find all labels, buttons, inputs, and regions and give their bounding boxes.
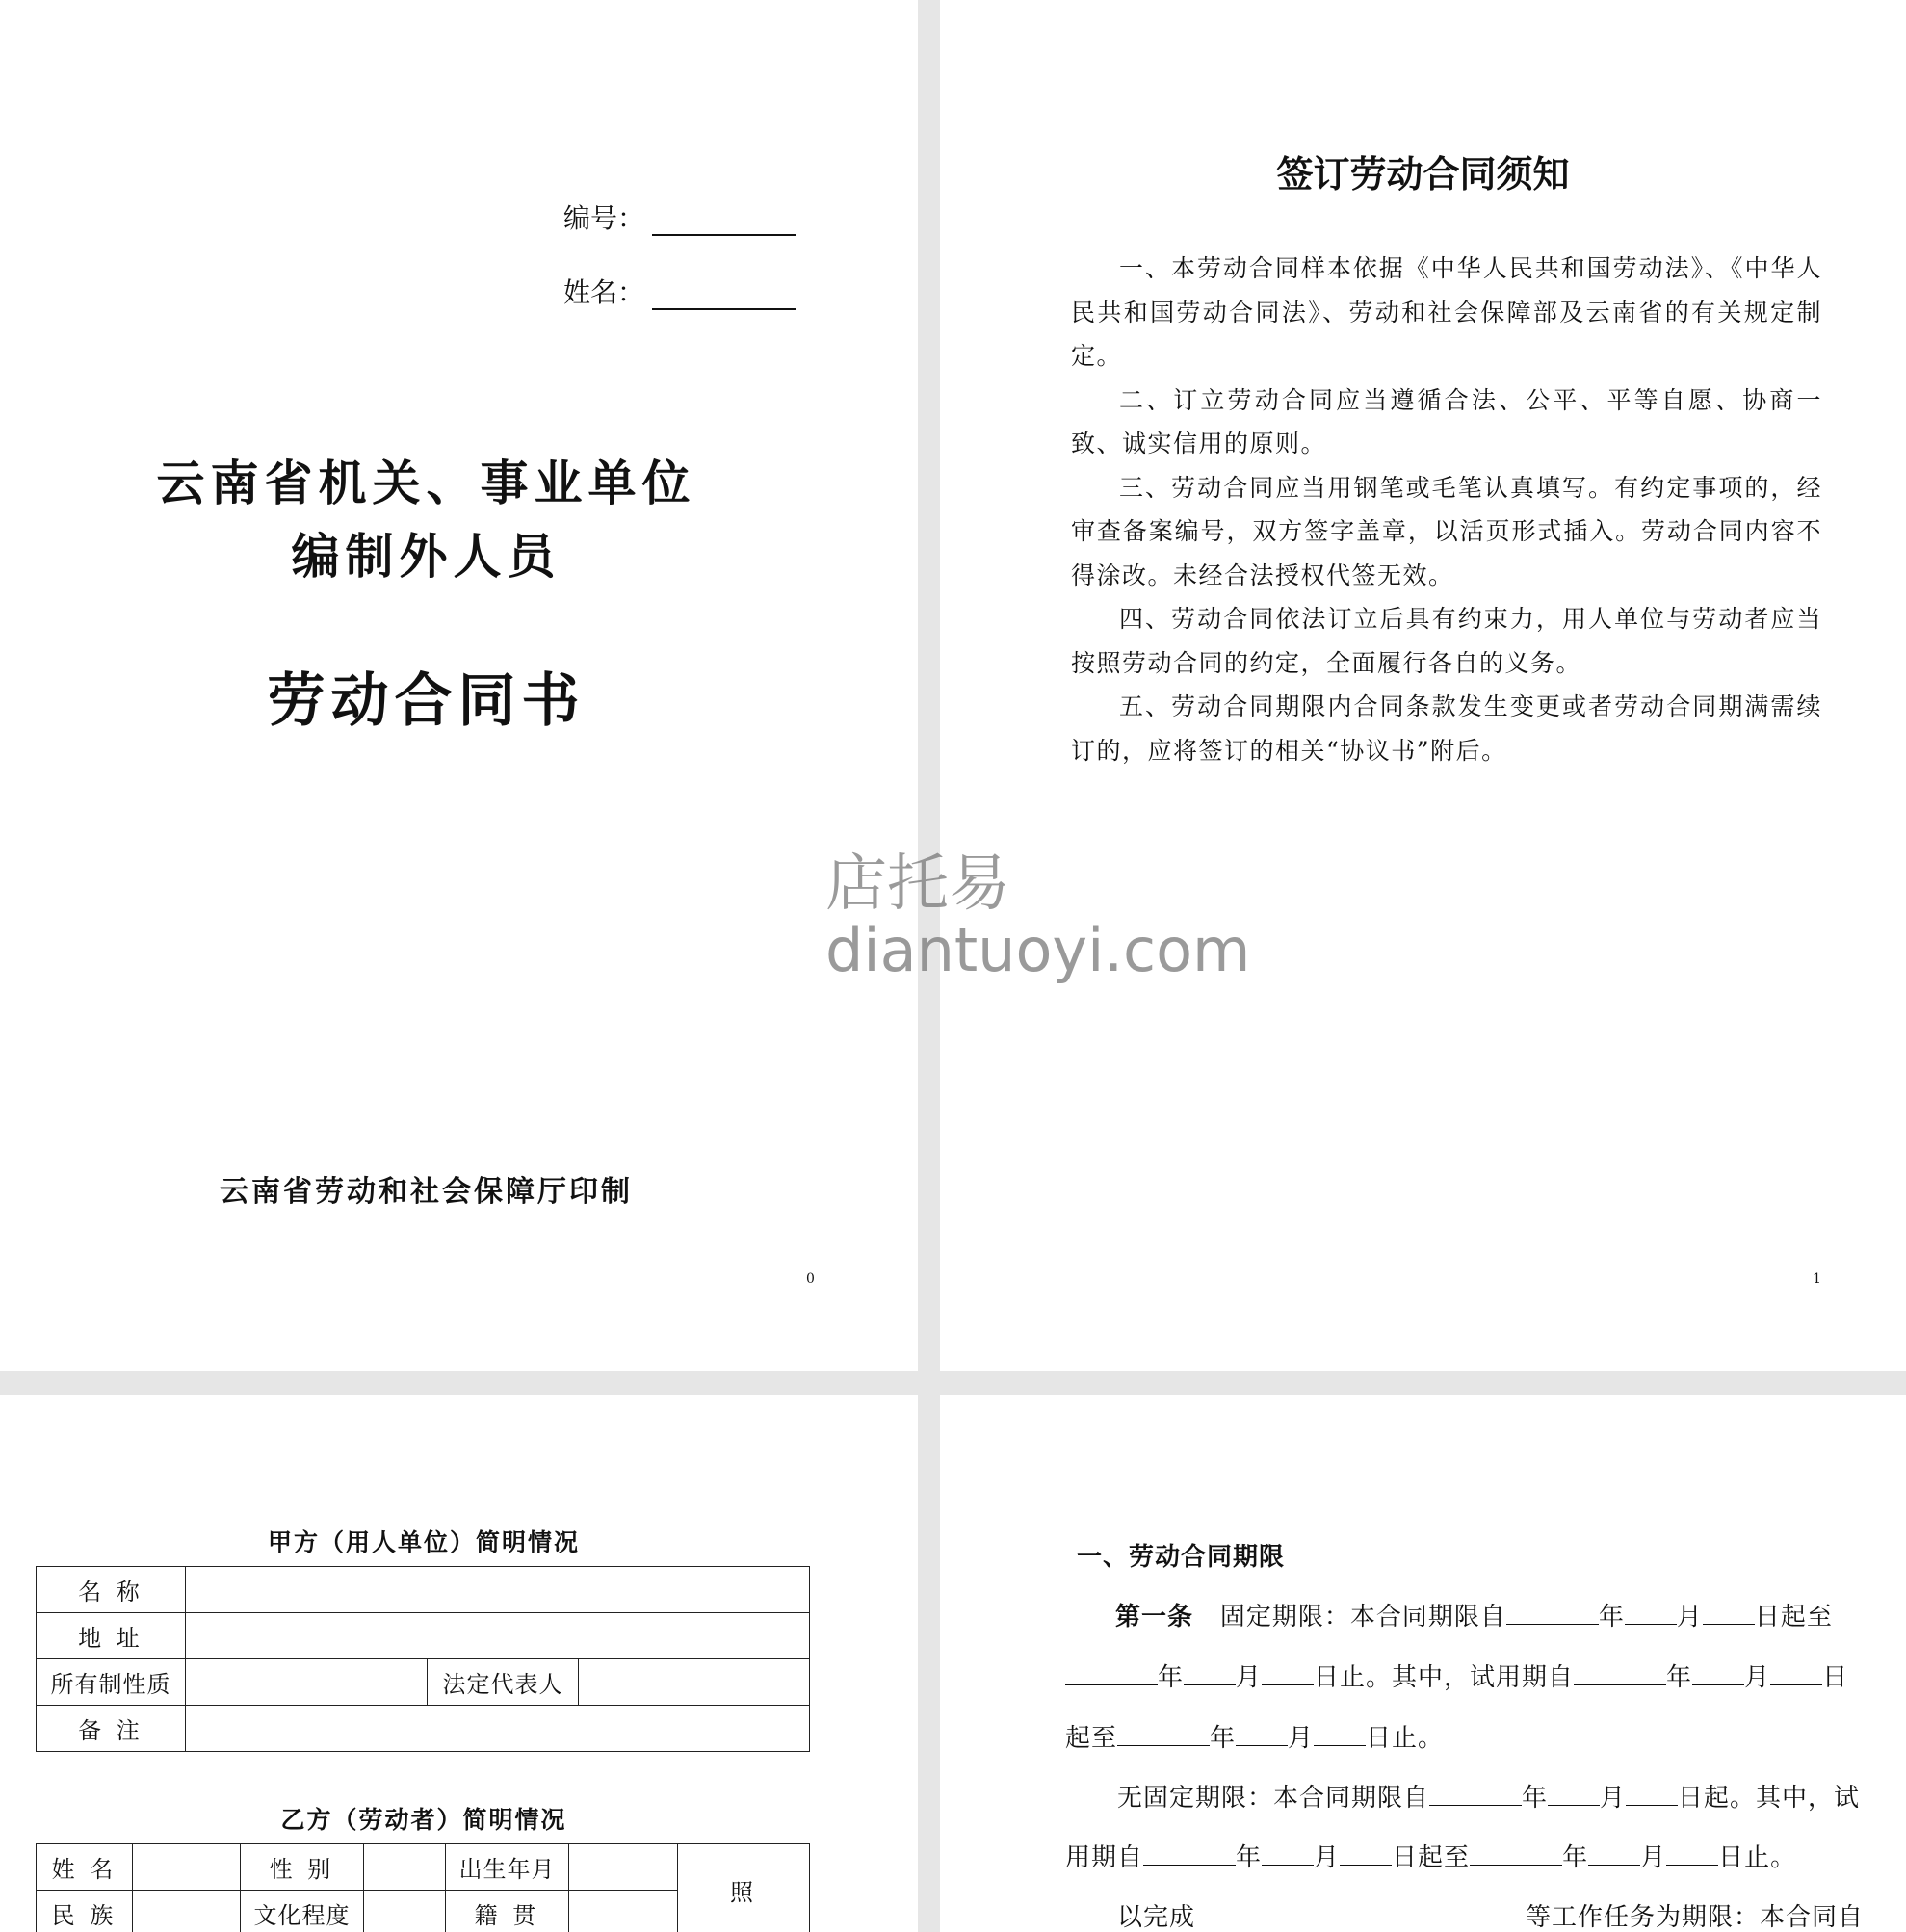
month-label: 月: [1676, 1603, 1703, 1632]
party-b-title: 乙方（劳动者）简明情况: [280, 1806, 567, 1834]
contract-terms-page: [940, 1395, 1906, 1932]
party-b-birth-label: 出生年月: [446, 1844, 569, 1891]
open-term-line2: [1065, 1838, 1796, 1873]
cover-title-line1: 云南省机关、事业单位: [156, 456, 696, 511]
notice-paragraph: 二、订立劳动合同应当遵循合法、公平、平等自愿、协商一致、诚实信用的原则。: [1071, 385, 1822, 457]
notice-title: 签订劳动合同须知: [1276, 152, 1570, 196]
party-a-ownership-label: 所有制性质: [37, 1659, 186, 1706]
blank[interactable]: [1262, 1841, 1314, 1866]
party-a-name-label: 名 称: [37, 1567, 186, 1613]
party-a-title: 甲方（用人单位）简明情况: [267, 1528, 580, 1556]
blank[interactable]: [1429, 1782, 1522, 1806]
cover-issuer: 云南省劳动和社会保障厅印制: [220, 1175, 633, 1209]
year-label: 年: [1522, 1784, 1549, 1813]
party-a-address-label: 地 址: [37, 1613, 186, 1659]
month-label: 月: [1236, 1663, 1263, 1692]
year-label: 年: [1236, 1843, 1263, 1872]
trial-from-text: 用期自: [1065, 1843, 1144, 1872]
blank[interactable]: [1506, 1601, 1599, 1625]
cover-main-title: 劳动合同书: [267, 667, 586, 735]
end-text: 日止。: [1366, 1724, 1445, 1753]
blank[interactable]: [1703, 1601, 1755, 1625]
party-info-page: [0, 1395, 918, 1932]
from-to-text: 起至: [1065, 1724, 1118, 1753]
party-b-name-label: 姓 名: [37, 1844, 133, 1891]
day-label: 日起至: [1392, 1843, 1471, 1872]
number-blank[interactable]: [652, 205, 796, 236]
year-label: 年: [1598, 1603, 1625, 1632]
party-a-table: [36, 1566, 810, 1752]
day-label: 日起至: [1754, 1603, 1833, 1632]
party-b-origin-cell[interactable]: [569, 1891, 678, 1932]
number-field: [563, 197, 796, 236]
party-b-ethnicity-cell[interactable]: [133, 1891, 241, 1932]
name-label: 姓名：: [563, 276, 645, 308]
party-b-name-cell[interactable]: [133, 1844, 241, 1891]
article1-label: 第一条: [1115, 1603, 1194, 1632]
article1-line3: [1065, 1718, 1444, 1754]
blank[interactable]: [1626, 1782, 1678, 1806]
blank[interactable]: [1625, 1601, 1677, 1625]
party-b-photo-cell[interactable]: 照: [678, 1844, 810, 1932]
name-field: [563, 272, 796, 310]
blank[interactable]: [1236, 1722, 1288, 1746]
notice-paragraph: 三、劳动合同应当用钢笔或毛笔认真填写。有约定事项的，经审查备案编号，双方签字盖章，以活页形式插入。劳动合同内容不得涂改。未经合法授权代签无效。: [1071, 473, 1822, 589]
blank[interactable]: [1692, 1661, 1744, 1685]
blank[interactable]: [1340, 1841, 1392, 1866]
blank[interactable]: [1184, 1661, 1236, 1685]
watermark-url: diantuoyi.com: [825, 915, 1251, 985]
year-label: 年: [1666, 1663, 1693, 1692]
party-b-education-cell[interactable]: [364, 1891, 446, 1932]
article1-line1: [1115, 1597, 1833, 1632]
year-label: 年: [1210, 1724, 1237, 1753]
article1-line2: 年 月 日止。其中，试用期自 年 月 日: [1065, 1658, 1848, 1693]
party-b-origin-label: 籍 贯: [446, 1891, 569, 1932]
blank[interactable]: [1588, 1841, 1640, 1866]
party-b-gender-cell[interactable]: [364, 1844, 446, 1891]
year-label: 年: [1562, 1843, 1589, 1872]
trial-text: 日止。其中，试用期自: [1314, 1663, 1575, 1692]
task-term-start: 以完成: [1117, 1903, 1196, 1932]
number-label: 编号：: [563, 202, 645, 234]
party-a-legal-rep-cell[interactable]: [579, 1659, 810, 1706]
blank[interactable]: [1143, 1841, 1236, 1866]
open-term-text: 无固定期限：本合同期限自: [1117, 1784, 1430, 1813]
party-a-remark-label: 备 注: [37, 1706, 186, 1752]
fixed-term-text: 固定期限：本合同期限自: [1219, 1603, 1506, 1632]
party-b-gender-label: 性 别: [241, 1844, 364, 1891]
notice-paragraph: 四、劳动合同依法订立后具有约束力，用人单位与劳动者应当按照劳动合同的约定，全面履行各自的义务。: [1071, 605, 1822, 677]
month-label: 月: [1600, 1784, 1627, 1813]
end-text: 日止。: [1718, 1843, 1797, 1872]
section-title: 一、劳动合同期限: [1077, 1543, 1286, 1572]
page-number: 0: [806, 1271, 815, 1287]
party-a-legal-rep-label: 法定代表人: [428, 1659, 579, 1706]
watermark-cn: 店托易: [825, 849, 1010, 920]
start-trial-text: 日起。其中，试: [1678, 1784, 1861, 1813]
month-label: 月: [1314, 1843, 1341, 1872]
name-blank[interactable]: [652, 279, 796, 310]
notice-paragraph: 一、本劳动合同样本依据《中华人民共和国劳动法》、《中华人民共和国劳动合同法》、劳动和社会保障部及云南省的有关规定制定。: [1071, 254, 1822, 370]
party-a-remark-cell[interactable]: [186, 1706, 810, 1752]
blank[interactable]: [1548, 1782, 1600, 1806]
blank[interactable]: [1470, 1841, 1562, 1866]
month-label: 月: [1288, 1724, 1315, 1753]
cover-page: [0, 0, 918, 1371]
notice-paragraph: 五、劳动合同期限内合同条款发生变更或者劳动合同期满需续订的，应将签订的相关“协议书”附后。: [1071, 692, 1822, 765]
party-b-table: [36, 1843, 810, 1932]
page-number: 1: [1813, 1271, 1821, 1287]
task-term-end: 等工作任务为期限：本合同自: [1526, 1903, 1865, 1932]
party-b-ethnicity-label: 民 族: [37, 1891, 133, 1932]
blank[interactable]: [1262, 1661, 1314, 1685]
blank[interactable]: [1770, 1661, 1822, 1685]
party-a-name-cell[interactable]: [186, 1567, 810, 1613]
party-b-education-label: 文化程度: [241, 1891, 364, 1932]
blank[interactable]: [1065, 1661, 1158, 1685]
party-a-ownership-cell[interactable]: [186, 1659, 428, 1706]
month-label: 月: [1640, 1843, 1667, 1872]
cover-title-line2: 编制外人员: [291, 529, 561, 585]
blank[interactable]: [1314, 1722, 1366, 1746]
blank[interactable]: [1574, 1661, 1666, 1685]
party-a-address-cell[interactable]: [186, 1613, 810, 1659]
open-term-line1: [1117, 1778, 1860, 1814]
blank[interactable]: [1117, 1722, 1210, 1746]
party-b-birth-cell[interactable]: [569, 1844, 678, 1891]
notice-page: [940, 0, 1906, 1371]
blank[interactable]: [1666, 1841, 1718, 1866]
year-label: 年: [1158, 1663, 1185, 1692]
month-label: 月: [1744, 1663, 1771, 1692]
notice-body: [1071, 247, 1822, 772]
